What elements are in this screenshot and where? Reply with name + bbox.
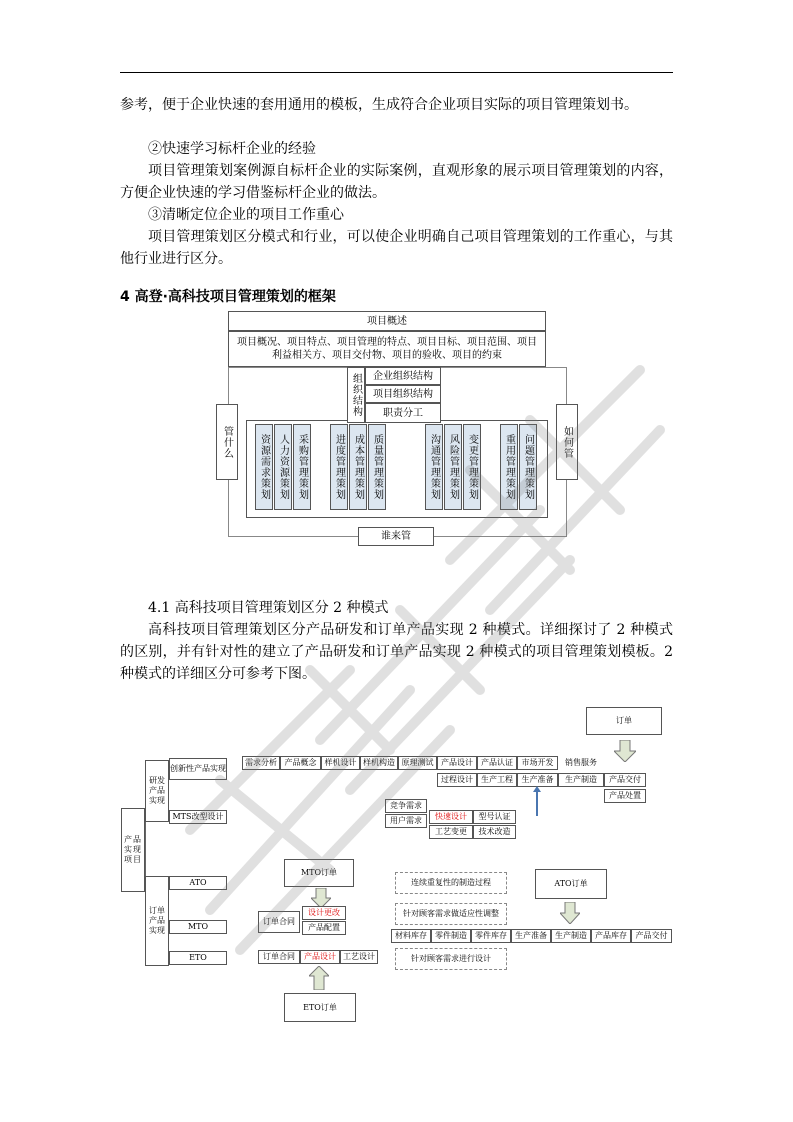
mto-order-box: MTO订单 — [284, 859, 354, 887]
column-risk: 风险管理策划 — [444, 424, 462, 510]
row1-item-7: 产品认证 — [477, 756, 517, 770]
product-handle-box: 产品处置 — [604, 789, 646, 803]
ato-row-item-6: 产品库存 — [591, 929, 631, 943]
bottom-who-box: 谁来管 — [358, 527, 434, 546]
section-heading: 4 高登·高科技项目管理策划的框架 — [120, 289, 336, 305]
left-what-box: 管什么 — [216, 404, 238, 480]
user-need-box: 用户需求 — [385, 814, 427, 828]
framework-title: 项目概述 — [228, 311, 546, 331]
design-change-box: 设计更改 — [302, 906, 346, 920]
ato-row-item-2: 零件制造 — [431, 929, 471, 943]
eto-order-box: ETO订单 — [284, 993, 356, 1022]
row1-item-9: 销售服务 — [558, 756, 604, 770]
row1-item-4: 样机构造 — [360, 756, 398, 770]
type-cert-box: 型号认证 — [473, 810, 516, 824]
org-structure-label: 组织结构 — [347, 367, 365, 423]
note-continuous: 连续重复性的制造过程 — [395, 872, 507, 894]
row2-item-3: 生产准备 — [517, 773, 558, 787]
ato-down-arrow-icon — [560, 902, 580, 924]
row1-item-8: 市场开发 — [517, 756, 558, 770]
mts-box: MTS改型设计 — [169, 810, 227, 824]
up-arrow-icon — [533, 786, 541, 816]
row2-item-1: 过程设计 — [437, 773, 477, 787]
note-adaptive: 针对顾客需求做适应性调整 — [395, 903, 507, 925]
framework-overview: 项目概况、项目特点、项目管理的特点、项目目标、项目范围、项目利益相关方、项目交付物、项目的验收、项目的约束 — [228, 331, 546, 367]
row2-item-4: 生产制造 — [558, 773, 604, 787]
note-design: 针对顾客需求进行设计 — [395, 948, 507, 970]
eto-box: ETO — [169, 951, 227, 965]
paragraph-4: ③清晰定位企业的项目工作重心 — [148, 207, 344, 223]
column-communication: 沟通管理策划 — [425, 424, 443, 510]
tech-improve-box: 技术改造 — [473, 825, 516, 839]
column-schedule: 进度管理策划 — [330, 424, 348, 510]
ato-row-item-1: 材料库存 — [391, 929, 431, 943]
column-cost: 成本管理策划 — [349, 424, 367, 510]
ato-row-item-4: 生产准备 — [511, 929, 551, 943]
column-quality: 质量管理策划 — [368, 424, 386, 510]
mto-down-arrow-icon — [311, 888, 331, 908]
row1-item-3: 样机设计 — [321, 756, 360, 770]
ato-row-item-5: 生产制造 — [551, 929, 591, 943]
product-config-box: 产品配置 — [302, 921, 346, 935]
mto-box: MTO — [169, 920, 227, 934]
row1-item-6: 产品设计 — [437, 756, 477, 770]
org-item-3: 职责分工 — [365, 403, 441, 423]
paragraph-5: 项目管理策划区分模式和行业，可以使企业明确自己项目管理策划的工作重心，与其他行业进行区分。 — [120, 229, 673, 267]
eto-contract-box: 订单合同 — [258, 950, 300, 964]
quick-design-box: 快速设计 — [429, 810, 473, 824]
ato-row-item-7: 产品交付 — [631, 929, 672, 943]
row1-item-1: 需求分析 — [242, 756, 280, 770]
org-item-2: 项目组织结构 — [365, 385, 441, 403]
row1-item-5: 原理测试 — [398, 756, 437, 770]
paragraph-2: ②快速学习标杆企业的经验 — [148, 141, 316, 157]
product-design-box: 产品设计 — [300, 950, 340, 964]
column-reuse: 重用管理策划 — [500, 424, 518, 510]
competition-box: 竞争需求 — [385, 799, 427, 813]
mto-contract-box: 订单合同 — [258, 911, 300, 933]
column-hr: 人力资源策划 — [274, 424, 292, 510]
right-how-box: 如何管 — [556, 404, 578, 480]
column-resource: 资源需求策划 — [255, 424, 273, 510]
order-realize-box: 订单产品实现 — [145, 876, 169, 966]
column-purchase: 采购管理策划 — [293, 424, 311, 510]
column-change: 变更管理策划 — [463, 424, 481, 510]
org-item-1: 企业组织结构 — [365, 367, 441, 385]
header-rule — [120, 72, 673, 73]
ato-box: ATO — [169, 876, 227, 890]
ato-order-box: ATO订单 — [535, 869, 607, 899]
innovation-box: 创新性产品实现 — [169, 758, 227, 780]
process-change-box: 工艺变更 — [429, 825, 473, 839]
order-box: 订单 — [586, 707, 662, 735]
row1-item-2: 产品概念 — [280, 756, 321, 770]
row2-item-5: 产品交付 — [604, 773, 646, 787]
root-box: 产品实现项目 — [121, 808, 145, 892]
paragraph-1: 参考，便于企业快速的套用通用的模板，生成符合企业项目实际的项目管理策划书。 — [120, 97, 638, 113]
eto-up-arrow-icon — [309, 966, 329, 990]
ato-row-item-3: 零件库存 — [471, 929, 511, 943]
column-issue: 问题管理策划 — [519, 424, 537, 510]
paragraph-6: 4.1 高科技项目管理策划区分 2 种模式 — [148, 600, 389, 616]
process-design-box: 工艺设计 — [340, 950, 378, 964]
paragraph-3: 项目管理策划案例源自标杆企业的实际案例，直观形象的展示项目管理策划的内容，方便企业快速的学习借鉴标杆企业的做法。 — [120, 163, 673, 201]
rd-box: 研发产品实现 — [145, 760, 169, 822]
paragraph-7: 高科技项目管理策划区分产品研发和订单产品实现 2 种模式。详细探讨了 2 种模式的区别，并有针对性的建立了产品研发和订单产品实现 2 种模式的项目管理策划模板。2 种模式的详细区分可参考下图。 — [120, 622, 673, 682]
row2-item-2: 生产工程 — [477, 773, 517, 787]
